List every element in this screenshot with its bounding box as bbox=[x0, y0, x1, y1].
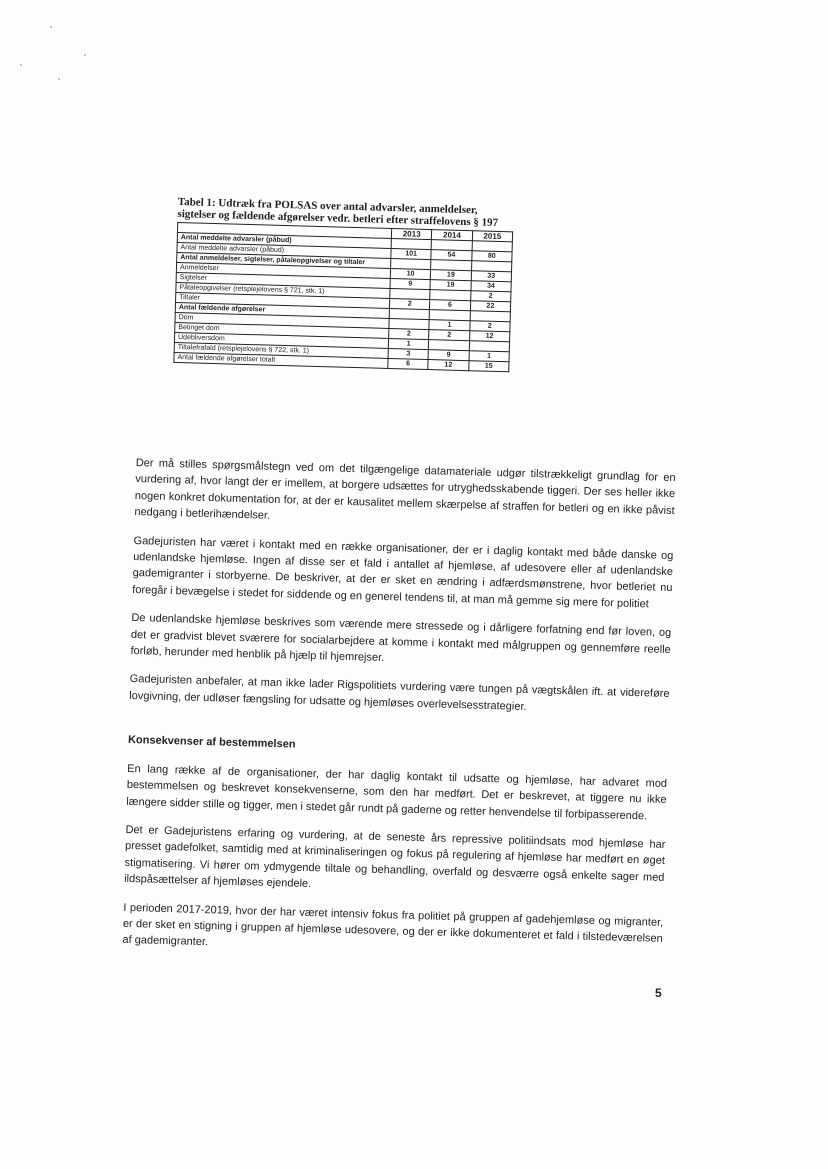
row-value: 10 bbox=[390, 268, 431, 279]
row-value: 22 bbox=[470, 301, 511, 312]
row-label: Anmeldelser bbox=[176, 262, 390, 278]
paragraph: I perioden 2017-2019, hvor der har været intensiv fokus fra politiet på gruppen af gadehjemløse og migranter, er der sket en stigning i gruppen af hjemløse udesovere, og der er ikke dokumenteret et fald i tilstedeværelsen af gademigranter. bbox=[122, 901, 664, 949]
row-label: Udebliversdom bbox=[174, 332, 388, 348]
row-value: 19 bbox=[431, 270, 472, 281]
row-value: 54 bbox=[431, 250, 472, 261]
row-label: Antal fældende afgørelser bbox=[175, 302, 389, 318]
page-number: 5 bbox=[655, 986, 662, 1000]
row-value: 2 bbox=[389, 328, 430, 339]
table-header-cell: 2014 bbox=[432, 230, 473, 241]
row-label: Dom bbox=[175, 312, 389, 328]
row-label: Antal meddelte advarsler (påbud) bbox=[177, 232, 391, 248]
paragraph: Gadejuristen anbefaler, at man ikke lader Rigspolitiets vurdering være tungen på vægtskålen ift. at videreføre lovgivning, der udløser fængsling for udsatte og hjemløses overlevelsesstrategier. bbox=[129, 673, 670, 713]
row-value: 2 bbox=[389, 298, 430, 309]
row-value: 1 bbox=[469, 351, 510, 362]
row-value: 2 bbox=[469, 321, 510, 332]
body-text bbox=[122, 455, 676, 976]
row-value: 12 bbox=[469, 331, 510, 342]
row-value: 9 bbox=[390, 278, 431, 289]
row-value: 15 bbox=[468, 361, 509, 372]
row-label: Tiltalefrafald (retsplejelovens § 722, stk. 1) bbox=[174, 342, 388, 358]
scan-speck bbox=[58, 78, 60, 80]
row-value: 12 bbox=[428, 360, 469, 371]
row-value: 34 bbox=[471, 281, 512, 292]
paragraph: De udenlandske hjemløse beskrives som værende mere stressede og i dårligere forfatning end før loven, og det er gradvist blevet sværere for socialarbejdere at komme i kontakt med målgruppen og gennemføre reelle forløb, herunder med henblik på hjælp til hjemrejser. bbox=[130, 612, 672, 665]
table-header-cell: 2013 bbox=[391, 228, 432, 239]
row-label: Antal anmeldelser, sigtelser, påtaleopgivelser og tiltaler bbox=[177, 252, 391, 268]
row-value: 6 bbox=[430, 300, 471, 311]
row-value: 2 bbox=[429, 330, 470, 341]
row-value: 1 bbox=[429, 320, 470, 331]
row-label: Antal meddelte advarsler (påbud) bbox=[177, 242, 391, 258]
scan-speck bbox=[84, 54, 86, 56]
row-label: Antal fældende afgørelser totalt bbox=[174, 352, 388, 368]
row-label: Tiltaler bbox=[176, 292, 390, 308]
scan-speck bbox=[20, 64, 22, 66]
row-value: 6 bbox=[388, 358, 429, 369]
row-label: Betinget dom bbox=[175, 322, 389, 338]
paragraph: Gadejuristen har været i kontakt med en række organisationer, der er i daglig kontakt med både danske og udenlandske hjemløse. Ingen af disse ser et fald i antallet af hjemløse, af udesovere eller af udenlandske gademigranter i storbyerne. De beskriver, at der er sket en ændring i adfærdsmønstrene, hvor betleriet nu foregår i bevægelse i stedet for siddende og en generel tendens til, at man må gemme sig mere for politiet bbox=[132, 534, 674, 611]
row-value: 1 bbox=[388, 338, 429, 349]
table-caption: Tabel 1: Udtræk fra POLSAS over antal advarsler, anmeldelser, sigtelser og fældende afgørelser vedr. betleri efter straffelovens § 197 bbox=[177, 196, 499, 229]
scan-speck bbox=[50, 26, 52, 28]
row-value: 2 bbox=[470, 291, 511, 302]
row-label: Sigtelser bbox=[176, 272, 390, 288]
row-value: 80 bbox=[471, 251, 512, 262]
section-heading: Konsekvenser af bestemmelsen bbox=[127, 734, 296, 751]
table-header-cell: 2015 bbox=[472, 231, 513, 242]
table-block bbox=[173, 196, 518, 372]
paragraph: Der må stilles spørgsmålstegn ved om det tilgængelige datamateriale udgør tilstrækkeligt grundlag for en vurdering af, hvor langt der er imellem, at borgere udsættes for utryghedsskabende tiggeri. Der ses heller ikke nogen konkret dokumentation for, at der er kausalitet mellem skærpelse af straffen for betleri og en ikke påvist nedgang i betlerihændelser. bbox=[134, 456, 676, 522]
statistics-table bbox=[173, 222, 513, 372]
paragraph: Det er Gadejuristens erfaring og vurdering, at de seneste års repressive politiindsats mod hjemløse har presset gadefolket, samtidig med at kriminaliseringen og fokus på regulering af hjemløse har medført en øget stigmatisering. Vi hører om ydmygende tiltale og behandling, overfald og desværre også enkelte sager med ildspåsættelser af hjemløses ejendele. bbox=[123, 823, 666, 891]
row-value: 19 bbox=[430, 280, 471, 291]
row-value: 101 bbox=[391, 248, 432, 259]
row-value: 33 bbox=[471, 271, 512, 282]
row-value: 9 bbox=[428, 350, 469, 361]
row-value: 3 bbox=[388, 348, 429, 359]
row-label: Påtaleopgivelser (retsplejelovens § 721, stk. 1) bbox=[176, 282, 390, 298]
paragraph: En lang række af de organisationer, der har daglig kontakt til udsatte og hjemløse, har advaret mod bestemmelsen og beskrevet konsekvenserne, som den har medført. Det er beskrevet, at tiggere nu ikke længere sidder stille og tigger, men i stedet går rundt på gaderne og retter henvendelse til forbipasserende. bbox=[126, 762, 668, 822]
